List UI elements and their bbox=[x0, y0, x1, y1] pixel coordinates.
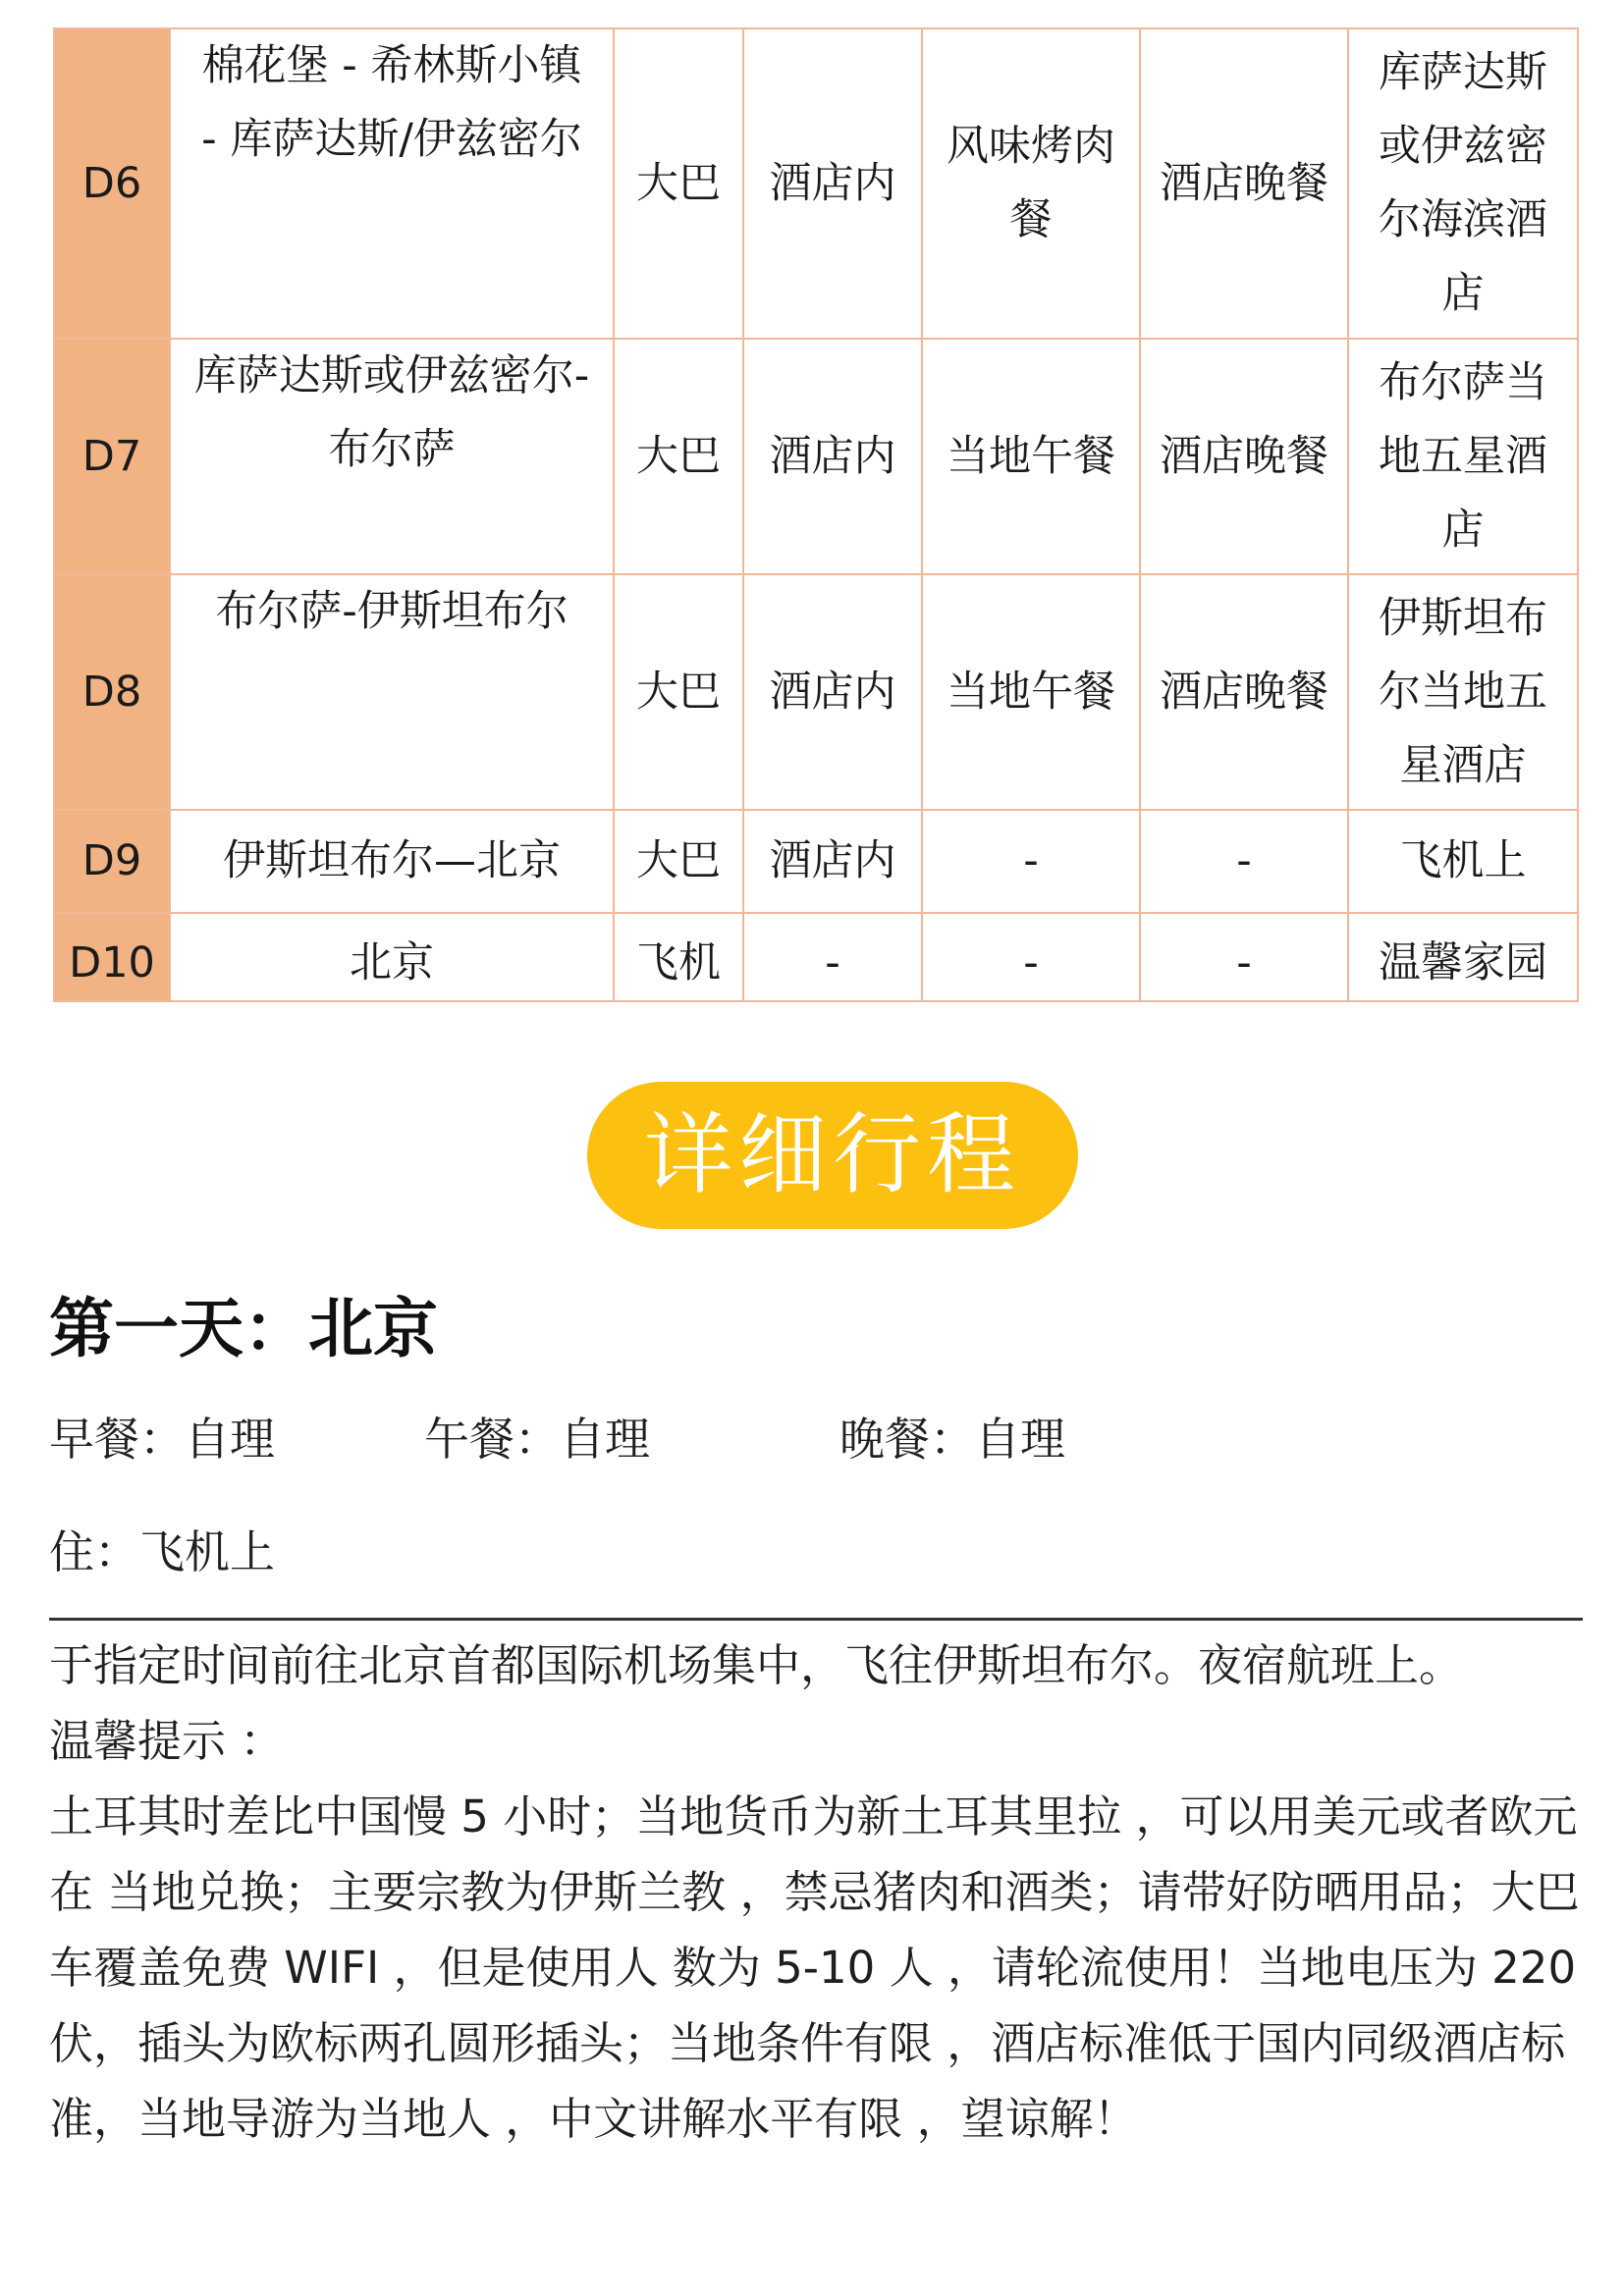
dinner-cell: 酒店晚餐 bbox=[1140, 574, 1348, 810]
day-cell: D10 bbox=[54, 913, 170, 1001]
hotel-cell: 伊斯坦布 尔当地五 星酒店 bbox=[1348, 574, 1578, 810]
lodging-info: 住：飞机上 bbox=[49, 1525, 275, 1578]
hotel-cell: 温馨家园 bbox=[1348, 913, 1578, 1001]
route-cell: 布尔萨-伊斯坦布尔 bbox=[170, 574, 614, 810]
day-cell: D7 bbox=[54, 339, 170, 574]
table-row bbox=[54, 339, 1578, 574]
tips-label: 温馨提示 ： bbox=[49, 1715, 285, 1767]
dinner-cell: - bbox=[1140, 913, 1348, 1001]
itinerary-table bbox=[53, 27, 1579, 1002]
table-row bbox=[54, 913, 1578, 1001]
dinner-cell: - bbox=[1140, 810, 1348, 913]
day-title: 第一天：北京 bbox=[49, 1291, 438, 1366]
route-cell: 库萨达斯或伊兹密尔- 布尔萨 bbox=[170, 339, 614, 574]
transport-cell: 大巴 bbox=[614, 28, 743, 339]
route-cell: 棉花堡 - 希林斯小镇 - 库萨达斯/伊兹密尔 bbox=[170, 28, 614, 339]
hotel-cell: 布尔萨当 地五星酒 店 bbox=[1348, 339, 1578, 574]
day-cell: D9 bbox=[54, 810, 170, 913]
breakfast-cell: 酒店内 bbox=[743, 574, 922, 810]
divider bbox=[49, 1618, 1583, 1621]
lunch-cell: 当地午餐 bbox=[922, 339, 1140, 574]
lunch-cell: - bbox=[922, 913, 1140, 1001]
hotel-cell: 库萨达斯 或伊兹密 尔海滨酒 店 bbox=[1348, 28, 1578, 339]
breakfast-cell: 酒店内 bbox=[743, 339, 922, 574]
breakfast-cell: 酒店内 bbox=[743, 810, 922, 913]
transport-cell: 大巴 bbox=[614, 810, 743, 913]
breakfast-cell: - bbox=[743, 913, 922, 1001]
lunch-cell: - bbox=[922, 810, 1140, 913]
dinner-cell: 酒店晚餐 bbox=[1140, 28, 1348, 339]
lunch-cell: 风味烤肉 餐 bbox=[922, 28, 1140, 339]
dinner-cell: 酒店晚餐 bbox=[1140, 339, 1348, 574]
itinerary-paragraph: 于指定时间前往北京首都国际机场集中，飞往伊斯坦布尔。夜宿航班上。 bbox=[49, 1639, 1464, 1691]
tips-text: 土耳其时差比中国慢 5 小时；当地货币为新土耳其里拉 ，可以用美元或者欧元 在 当地兑换；主要宗教为伊斯兰教 ，禁忌猪肉和酒类；请带好防晒用品；大巴 车覆盖免费 WIFI ，但是使用人 数为 5-10 人 ，请轮流使用！当地电压为 220 伏，插头为欧标两孔圆形插头；当地条件有限 ，酒店标准低于国内同级酒店标 准，当地导游为当地人 ，中文讲解水平有限 ，望谅解！ bbox=[49, 1790, 1580, 2145]
breakfast-info: 早餐：自理 bbox=[49, 1413, 275, 1466]
dinner-info: 晚餐：自理 bbox=[839, 1413, 1065, 1466]
transport-cell: 飞机 bbox=[614, 913, 743, 1001]
table-row bbox=[54, 574, 1578, 810]
day-cell: D6 bbox=[54, 28, 170, 339]
route-cell: 北京 bbox=[170, 913, 614, 1001]
hotel-cell: 飞机上 bbox=[1348, 810, 1578, 913]
route-cell: 伊斯坦布尔—北京 bbox=[170, 810, 614, 913]
lunch-cell: 当地午餐 bbox=[922, 574, 1140, 810]
breakfast-cell: 酒店内 bbox=[743, 28, 922, 339]
transport-cell: 大巴 bbox=[614, 574, 743, 810]
table-row bbox=[54, 28, 1578, 339]
table-row bbox=[54, 810, 1578, 913]
section-title-badge: 详细行程 bbox=[587, 1082, 1078, 1229]
transport-cell: 大巴 bbox=[614, 339, 743, 574]
lunch-info: 午餐：自理 bbox=[424, 1413, 650, 1466]
day-cell: D8 bbox=[54, 574, 170, 810]
